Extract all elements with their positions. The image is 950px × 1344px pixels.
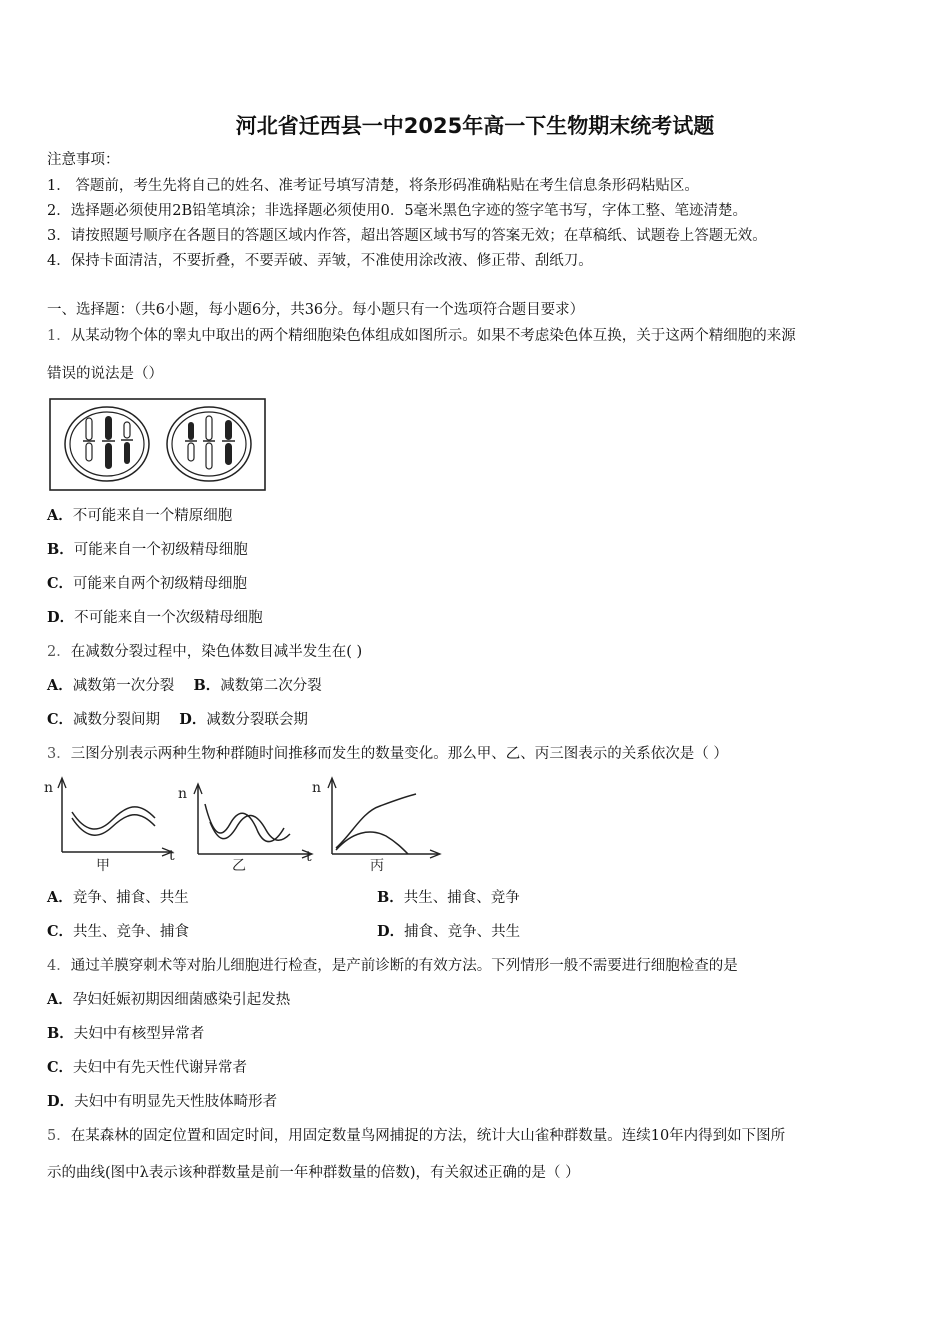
option-label: B． xyxy=(47,541,74,558)
graph-label: 丙 xyxy=(370,858,384,874)
question-5-stem-cont: 示的曲线(图中λ表示该种群数量是前一年种群数量的倍数)，有关叙述正确的是（ ） xyxy=(47,1165,580,1181)
sperm-cell-left xyxy=(65,407,149,481)
option-label: D． xyxy=(47,1093,75,1110)
question-text: 通过羊膜穿刺术等对胎儿细胞进行检查，是产前诊断的有效方法。下列情形一般不需要进行细胞检查的是 xyxy=(70,958,738,974)
notice-heading: 注意事项： xyxy=(47,152,120,168)
option-a[interactable] xyxy=(47,678,174,694)
notice-item: 4．保持卡面清洁，不要折叠，不要弄破、弄皱，不准使用涂改液、修正带、刮纸刀。 xyxy=(47,253,593,269)
option-label: B． xyxy=(193,677,221,694)
graph-bing xyxy=(312,778,440,874)
sperm-cell-right xyxy=(167,407,251,481)
graph-jia xyxy=(44,778,175,874)
option-label: C． xyxy=(47,575,74,592)
option-text: 减数分裂联会期 xyxy=(206,712,308,728)
question-number: 1． xyxy=(47,328,71,344)
question-number: 4． xyxy=(47,958,71,974)
option-a[interactable] xyxy=(47,990,290,1010)
graph-yi xyxy=(178,784,312,874)
option-d[interactable] xyxy=(47,1092,277,1112)
option-label: C． xyxy=(47,711,74,728)
question-5-stem xyxy=(47,1126,785,1146)
option-b[interactable] xyxy=(47,1024,204,1044)
option-text: 共生、捕食、竞争 xyxy=(403,890,520,906)
option-c[interactable] xyxy=(47,574,247,594)
option-b[interactable] xyxy=(193,678,321,694)
sperm-cells-figure xyxy=(49,398,267,492)
option-text: 竞争、捕食、共生 xyxy=(72,890,189,906)
question-number: 2． xyxy=(47,644,71,660)
question-1-stem-cont: 错误的说法是（） xyxy=(47,366,163,382)
option-c[interactable] xyxy=(47,922,189,942)
option-text: 不可能来自一个精原细胞 xyxy=(72,508,233,524)
population-graphs-figure xyxy=(40,772,445,876)
option-b[interactable] xyxy=(377,888,520,908)
option-label: A． xyxy=(47,677,73,694)
option-text: 减数第二次分裂 xyxy=(220,678,322,694)
option-text: 夫妇中有核型异常者 xyxy=(73,1026,205,1042)
option-text: 孕妇妊娠初期因细菌感染引起发热 xyxy=(72,992,291,1008)
option-label: A． xyxy=(47,889,73,906)
option-d[interactable] xyxy=(377,922,520,942)
option-text: 共生、竞争、捕食 xyxy=(73,924,190,940)
option-label: C． xyxy=(47,1059,74,1076)
option-a[interactable] xyxy=(47,506,232,526)
graph-label: 甲 xyxy=(96,858,110,874)
option-text: 减数分裂间期 xyxy=(73,712,161,728)
question-1-stem xyxy=(47,326,796,346)
question-text: 从某动物个体的睾丸中取出的两个精细胞染色体组成如图所示。如果不考虑染色体互换，关于这两个精细胞的来源 xyxy=(70,328,796,344)
question-text: 三图分别表示两种生物种群随时间推移而发生的数量变化。那么甲、乙、丙三图表示的关系依次是（ ） xyxy=(70,746,728,762)
option-d[interactable] xyxy=(179,712,308,728)
axis-label-n: n xyxy=(178,786,188,802)
notice-item: 2．选择题必须使用2B铅笔填涂；非选择题必须使用0．5毫米黑色字迹的签字笔书写，字体工整、笔迹清楚。 xyxy=(47,203,748,219)
option-text: 可能来自一个初级精母细胞 xyxy=(73,542,248,558)
question-number: 3． xyxy=(47,746,71,762)
axis-label-n: n xyxy=(44,780,54,796)
option-c[interactable] xyxy=(47,712,160,728)
question-text: 在减数分裂过程中，染色体数目减半发生在( ) xyxy=(70,644,363,660)
graph-label: 乙 xyxy=(232,858,246,874)
option-label: C． xyxy=(47,923,74,940)
notice-item: 3．请按照题号顺序在各题目的答题区域内作答，超出答题区域书写的答案无效；在草稿纸、试题卷上答题无效。 xyxy=(47,228,767,244)
axis-label-t: t xyxy=(306,849,312,865)
option-b[interactable] xyxy=(47,540,248,560)
page-title: 河北省迁西县一中2025年高一下生物期末统考试题 xyxy=(235,114,715,138)
option-label: D． xyxy=(47,609,75,626)
option-text: 可能来自两个初级精母细胞 xyxy=(73,576,248,592)
section-heading: 一、选择题：（共6小题，每小题6分，共36分。每小题只有一个选项符合题目要求） xyxy=(47,302,585,318)
options-row xyxy=(47,710,308,730)
axis-label-n: n xyxy=(312,780,322,796)
option-c[interactable] xyxy=(47,1058,247,1078)
question-2-stem xyxy=(47,642,362,662)
option-text: 夫妇中有先天性代谢异常者 xyxy=(73,1060,248,1076)
option-text: 夫妇中有明显先天性肢体畸形者 xyxy=(74,1094,278,1110)
option-text: 减数第一次分裂 xyxy=(72,678,175,694)
option-text: 不可能来自一个次级精母细胞 xyxy=(74,610,263,626)
option-label: A． xyxy=(47,507,73,524)
question-3-stem xyxy=(47,744,728,764)
notice-item: 1． 答题前，考生先将自己的姓名、准考证号填写清楚，将条形码准确粘贴在考生信息条形码粘贴区。 xyxy=(47,178,699,194)
option-a[interactable] xyxy=(47,888,189,908)
option-d[interactable] xyxy=(47,608,263,628)
option-text: 捕食、竞争、共生 xyxy=(404,924,521,940)
axis-label-t: t xyxy=(169,848,175,864)
option-label: B． xyxy=(47,1025,74,1042)
question-number: 5． xyxy=(47,1128,71,1144)
option-label: D． xyxy=(179,711,207,728)
option-label: D． xyxy=(377,923,405,940)
option-label: A． xyxy=(47,991,73,1008)
question-4-stem xyxy=(47,956,738,976)
options-row xyxy=(47,676,322,696)
option-label: B． xyxy=(377,889,404,906)
question-text: 在某森林的固定位置和固定时间，用固定数量鸟网捕捉的方法，统计大山雀种群数量。连续10年内得到如下图所 xyxy=(70,1128,786,1144)
